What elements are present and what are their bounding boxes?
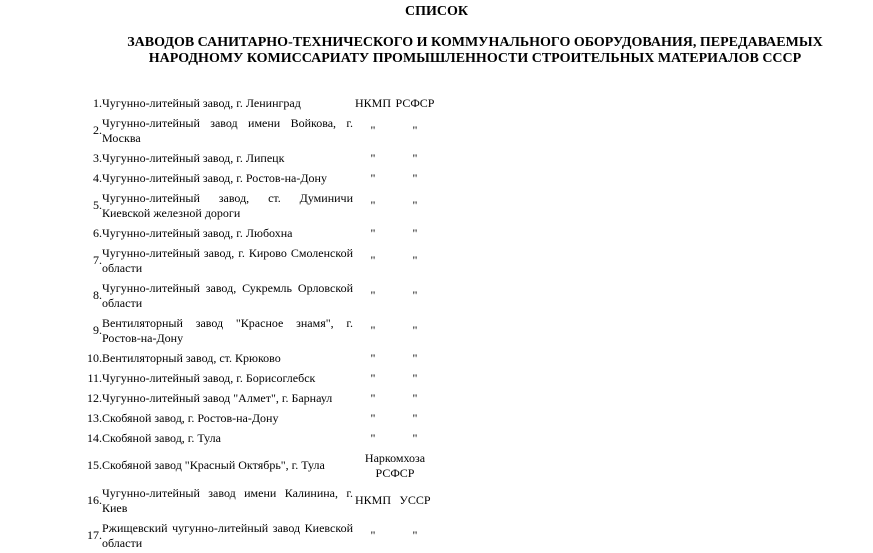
ministry-cell: " xyxy=(370,170,376,185)
republic-cell: УССР xyxy=(399,493,431,507)
table-row xyxy=(81,188,437,223)
republic-cell: " xyxy=(412,225,418,240)
republic-cell: " xyxy=(412,288,418,302)
row-number: 12. xyxy=(87,390,102,405)
factory-name: Чугунно-литейный завод, ст. Думиничи Киевской железной дороги xyxy=(102,190,353,220)
table-row xyxy=(81,428,437,448)
row-number: 14. xyxy=(87,430,102,445)
ministry-cell: " xyxy=(370,323,376,337)
table-row xyxy=(81,93,437,113)
republic-cell: " xyxy=(412,123,418,137)
ministry-cell: " xyxy=(370,225,376,240)
row-number: 6. xyxy=(93,225,102,240)
factory-name: Чугунно-литейный завод, г. Липецк xyxy=(102,150,285,165)
ministry-cell: " xyxy=(370,150,376,165)
ministry-cell: " xyxy=(370,370,376,385)
ministry-cell: " xyxy=(370,390,376,405)
factory-name: Чугунно-литейный завод, г. Кирово Смоленской области xyxy=(102,245,353,275)
ministry-cell: НКМП xyxy=(354,493,391,507)
republic-cell: " xyxy=(412,430,418,445)
row-number: 13. xyxy=(87,410,102,425)
factory-name: Чугунно-литейный завод, г. Любохна xyxy=(102,225,293,240)
factory-name: Скобяной завод, г. Ростов-на-Дону xyxy=(102,410,279,425)
republic-cell: " xyxy=(412,528,418,542)
factory-name: Вентиляторный завод "Красное знамя", г. Ростов-на-Дону xyxy=(102,315,353,345)
table-row xyxy=(81,518,437,553)
republic-cell: " xyxy=(412,370,418,385)
row-number: 2. xyxy=(93,123,102,137)
republic-cell: РСФСР xyxy=(395,95,435,110)
table-row xyxy=(81,313,437,348)
republic-cell: " xyxy=(412,410,418,425)
factory-table xyxy=(81,93,437,553)
row-number: 3. xyxy=(93,150,102,165)
row-number: 1. xyxy=(93,95,102,110)
republic-cell: " xyxy=(412,323,418,337)
republic-cell: " xyxy=(412,390,418,405)
ministry-cell: " xyxy=(370,288,376,302)
row-number: 5. xyxy=(93,198,102,212)
republic-cell: " xyxy=(412,350,418,365)
factory-name: Чугунно-литейный завод, Сукремль Орловской области xyxy=(102,280,353,310)
ministry-cell: " xyxy=(370,528,376,542)
table-row xyxy=(81,388,437,408)
row-number: 9. xyxy=(93,323,102,337)
table-row xyxy=(81,483,437,518)
table-row xyxy=(81,223,437,243)
factory-name: Чугунно-литейный завод, г. Ростов-на-Дону xyxy=(102,170,327,185)
ministry-cell: " xyxy=(370,430,376,445)
row-number: 15. xyxy=(87,458,102,472)
row-number: 10. xyxy=(87,350,102,365)
row-number: 8. xyxy=(93,288,102,302)
table-row xyxy=(81,243,437,278)
ministry-cell: " xyxy=(370,198,376,212)
ministry-cell: НКМП xyxy=(354,95,391,110)
factory-name: Чугунно-литейный завод имени Калинина, г. Киев xyxy=(102,485,353,515)
row-number: 11. xyxy=(87,370,102,385)
republic-cell: " xyxy=(412,253,418,267)
factory-name: Скобяной завод, г. Тула xyxy=(102,430,221,445)
ministry-cell: " xyxy=(370,123,376,137)
table-row xyxy=(81,148,437,168)
table-row xyxy=(81,168,437,188)
factory-name: Вентиляторный завод, ст. Крюково xyxy=(102,350,281,365)
factory-name: Чугунно-литейный завод, г. Борисоглебск xyxy=(102,370,316,385)
table-row xyxy=(81,448,437,483)
table-row xyxy=(81,368,437,388)
row-number: 16. xyxy=(87,493,102,507)
factory-name: Ржищевский чугунно-литейный завод Киевской области xyxy=(102,520,353,550)
ministry-cell: " xyxy=(370,253,376,267)
ministry-cell: Наркомхоза РСФСР xyxy=(364,450,426,480)
factory-name: Чугунно-литейный завод "Алмет", г. Барнаул xyxy=(102,390,333,405)
ministry-cell: " xyxy=(370,350,376,365)
page-title: СПИСОК xyxy=(404,4,469,19)
factory-name: Чугунно-литейный завод имени Войкова, г. Москва xyxy=(102,115,353,145)
table-row xyxy=(81,348,437,368)
row-number: 17. xyxy=(87,528,102,542)
table-row xyxy=(81,113,437,148)
factory-name: Чугунно-литейный завод, г. Ленинград xyxy=(102,95,301,110)
ministry-cell: " xyxy=(370,410,376,425)
table-row xyxy=(81,278,437,313)
republic-cell: " xyxy=(412,170,418,185)
republic-cell: " xyxy=(412,150,418,165)
row-number: 7. xyxy=(93,253,102,267)
factory-name: Скобяной завод "Красный Октябрь", г. Тула xyxy=(102,458,325,472)
republic-cell: " xyxy=(412,198,418,212)
table-row xyxy=(81,408,437,428)
page-subtitle: ЗАВОДОВ САНИТАРНО-ТЕХНИЧЕСКОГО И КОММУНАЛЬНОГО ОБОРУДОВАНИЯ, ПЕРЕДАВАЕМЫХ НАРОДНОМУ КОМИССАРИАТУ ПРОМЫШЛЕННОСТИ СТРОИТЕЛЬНЫХ МАТЕРИАЛОВ СССР xyxy=(127,35,823,66)
row-number: 4. xyxy=(93,170,102,185)
